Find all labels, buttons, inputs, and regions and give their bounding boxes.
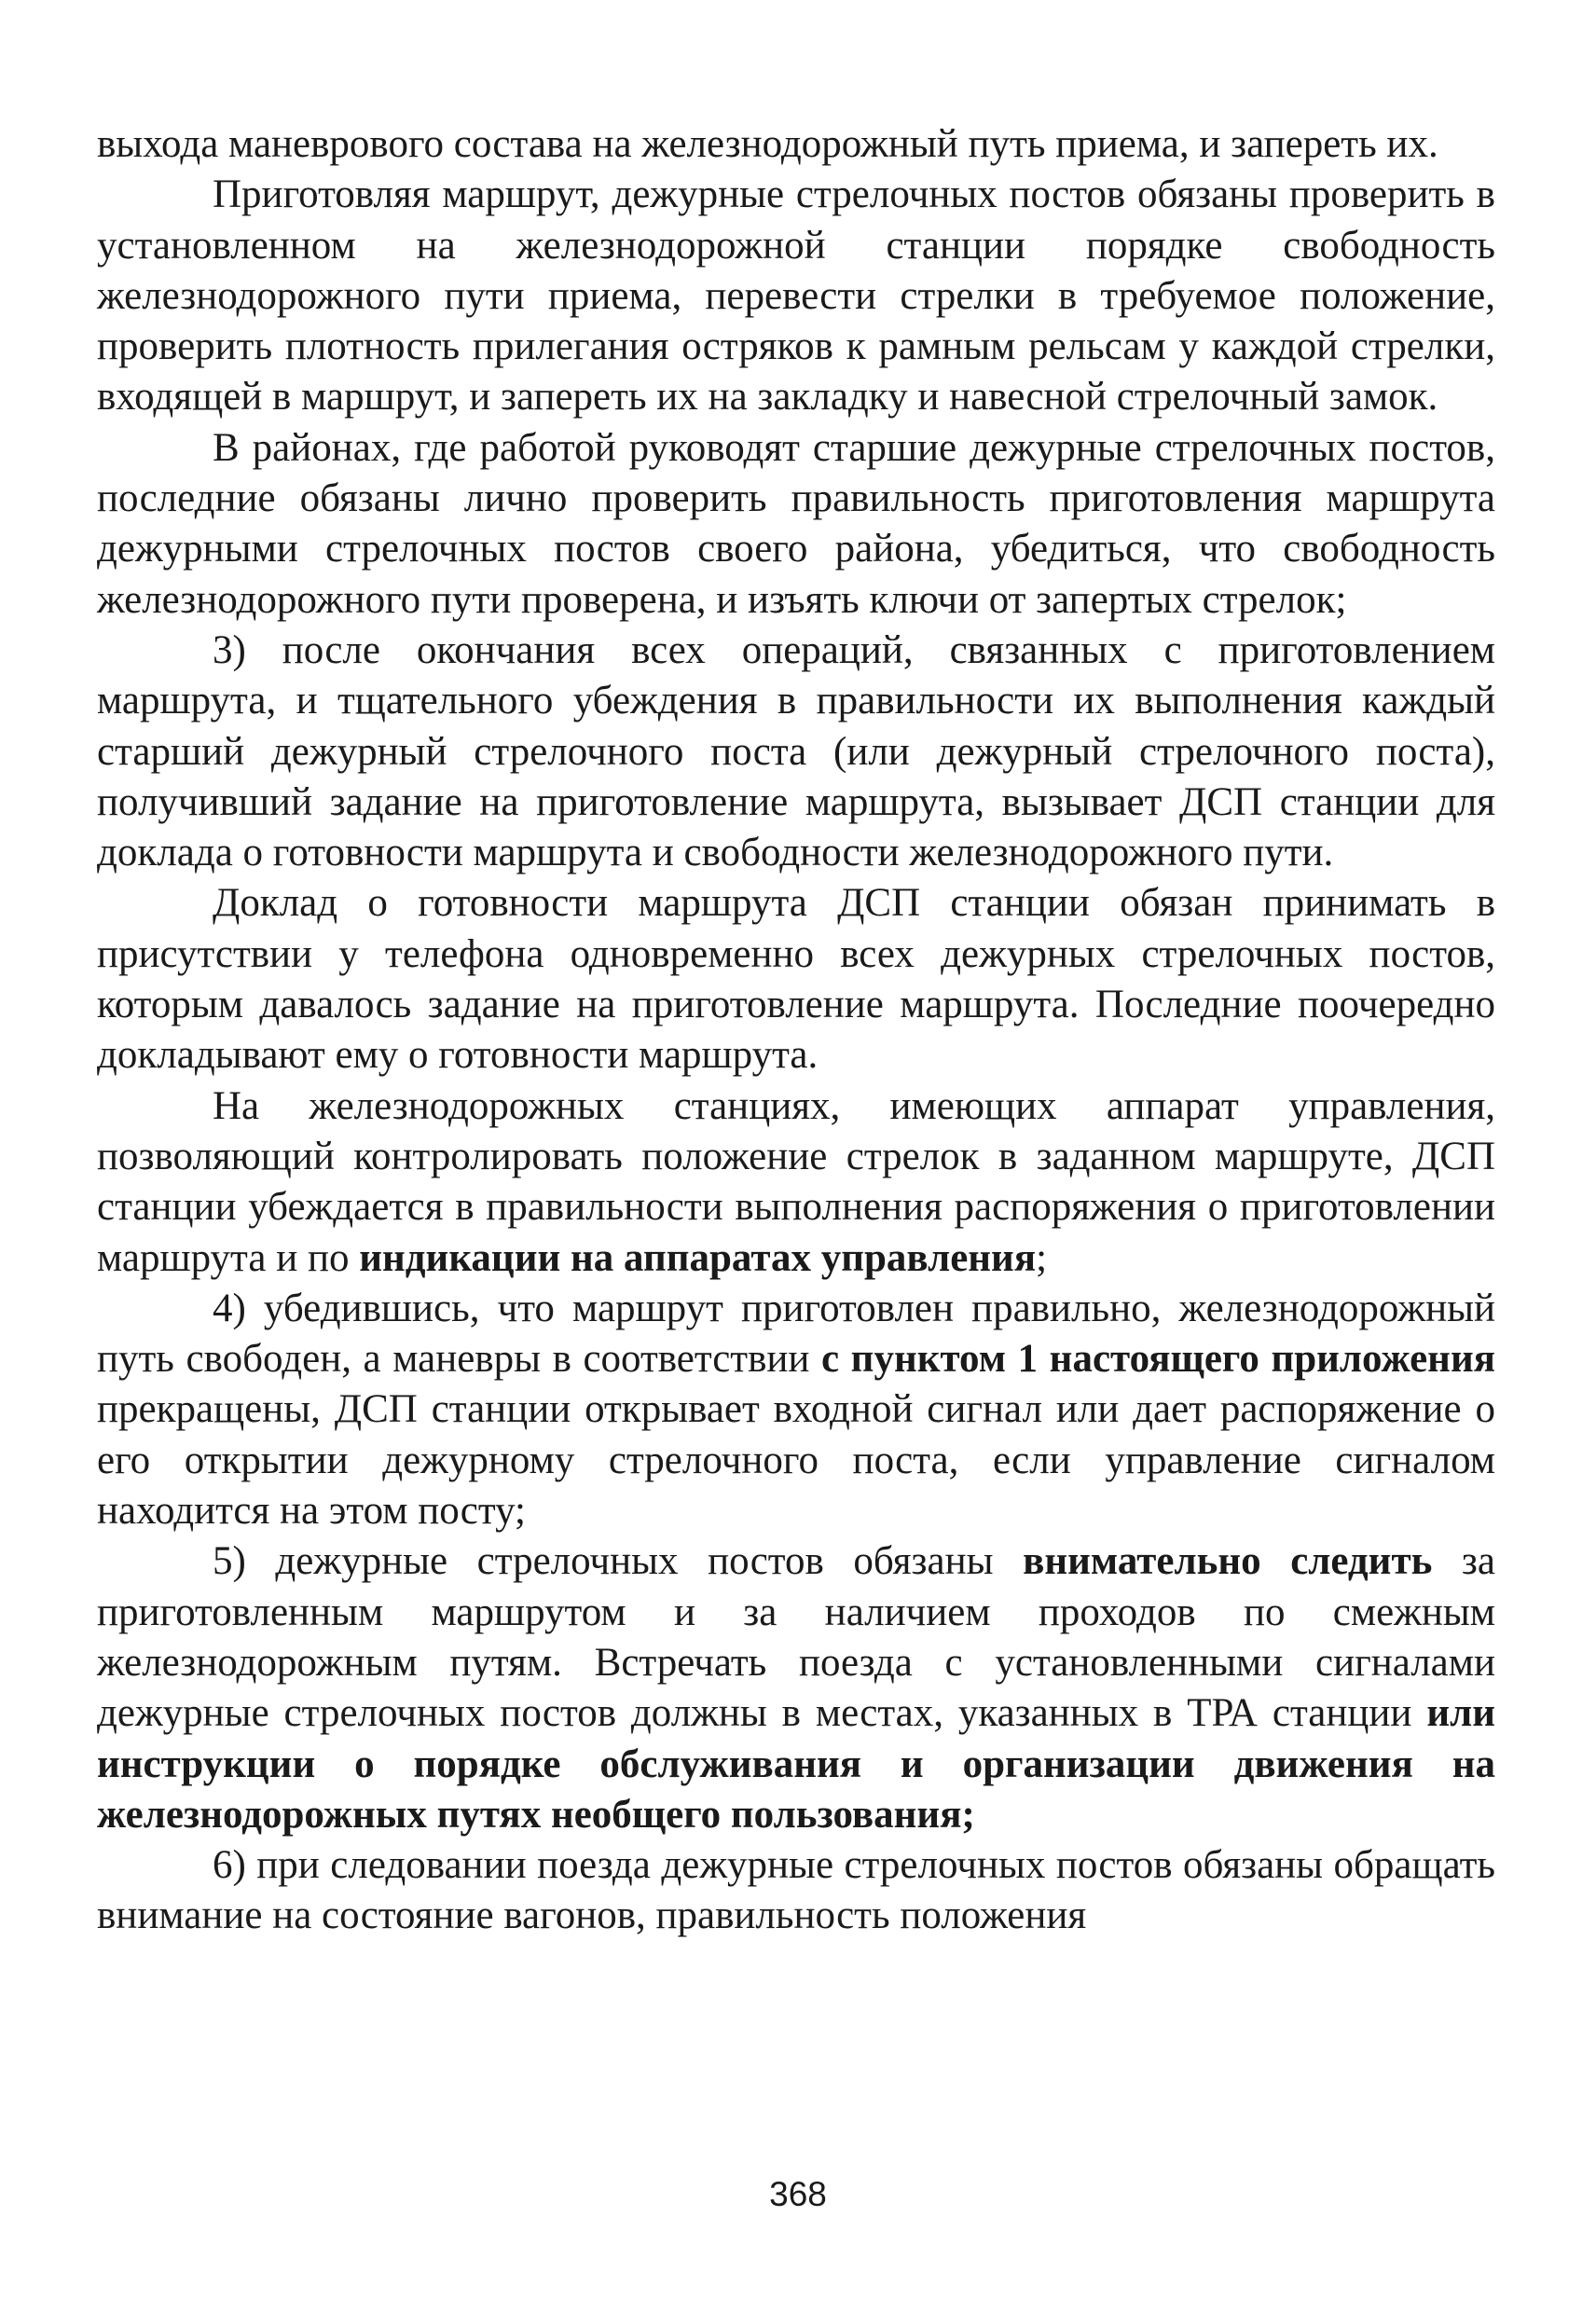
- text-run: выхода маневрового состава на железнодорожный путь приема, и запереть их.: [97, 122, 1438, 166]
- bold-text-run: с пунктом 1 настоящего приложения: [821, 1337, 1495, 1382]
- bold-text-run: или инструкции о порядке обслуживания и организации движения на железнодорожных путях необщего пользования;: [97, 1691, 1495, 1837]
- text-run: 4) убедившись, что маршрут приготовлен правильно, железнодорожный путь свободен, а маневры в соответствии: [97, 1286, 1495, 1382]
- text-run: 6) при следовании поезда дежурные стрелочных постов обязаны обращать внимание на состояние вагонов, правильность положения: [97, 1843, 1495, 1938]
- text-run: Приготовляя маршрут, дежурные стрелочных постов обязаны проверить в установленном на железнодорожной станции порядке свободность железнодорожного пути приема, перевести стрелки в требуемое положение, проверить плотность прилегания остряков к рамным рельсам у каждой стрелки, входящей в маршрут, и запереть их на закладку и навесной стрелочный замок.: [97, 172, 1495, 420]
- paragraph: [97, 170, 1495, 422]
- text-run: 5) дежурные стрелочных постов обязаны: [213, 1539, 1024, 1584]
- text-run: прекращены, ДСП станции открывает входной сигнал или дает распоряжение о его открытии дежурному стрелочного поста, если управление сигналом находится на этом посту;: [97, 1387, 1495, 1534]
- text-run: 3) после окончания всех операций, связанных с приготовлением маршрута, и тщательного убеждения в правильности их выполнения каждый старший дежурный стрелочного поста (или дежурный стрелочного поста), получивший задание на приготовление маршрута, вызывает ДСП станции для доклада о готовности маршрута и свободности железнодорожного пути.: [97, 627, 1495, 875]
- paragraph: [97, 1536, 1495, 1840]
- paragraph: [97, 1840, 1495, 1942]
- paragraph: [97, 626, 1495, 878]
- text-run: за приготовленным маршрутом и за наличием проходов по смежным железнодорожным путям. Встречать поезда с установленными сигналами дежурные стрелочных постов должны в местах, указанных в ТРА станции: [97, 1539, 1495, 1736]
- paragraph: [97, 423, 1495, 626]
- text-run: Доклад о готовности маршрута ДСП станции обязан принимать в присутствии у телефона одновременно всех дежурных стрелочных постов, которым давалось задание на приготовление маршрута. Последние поочередно докладывают ему о готовности маршрута.: [97, 881, 1495, 1078]
- paragraph: [97, 1081, 1495, 1284]
- text-run: На железнодорожных станциях, имеющих аппарат управления, позволяющий контролировать положение стрелок в заданном маршруте, ДСП станции убеждается в правильности выполнения распоряжения о приготовлении маршрута и по: [97, 1083, 1495, 1280]
- document-body: [97, 119, 1495, 1942]
- paragraph: [97, 1284, 1495, 1536]
- paragraph: [97, 119, 1495, 170]
- bold-text-run: индикации на аппаратах управления: [359, 1235, 1037, 1280]
- bold-text-run: внимательно следить: [1023, 1539, 1433, 1584]
- text-run: ;: [1036, 1235, 1048, 1280]
- paragraph: [97, 878, 1495, 1081]
- page-number: 368: [769, 2175, 827, 2213]
- text-run: В районах, где работой руководят старшие дежурные стрелочных постов, последние обязаны лично проверить правильность приготовления маршрута дежурными стрелочных постов своего района, убедиться, что свободность железнодорожного пути проверена, и изъять ключи от запертых стрелок;: [97, 425, 1495, 622]
